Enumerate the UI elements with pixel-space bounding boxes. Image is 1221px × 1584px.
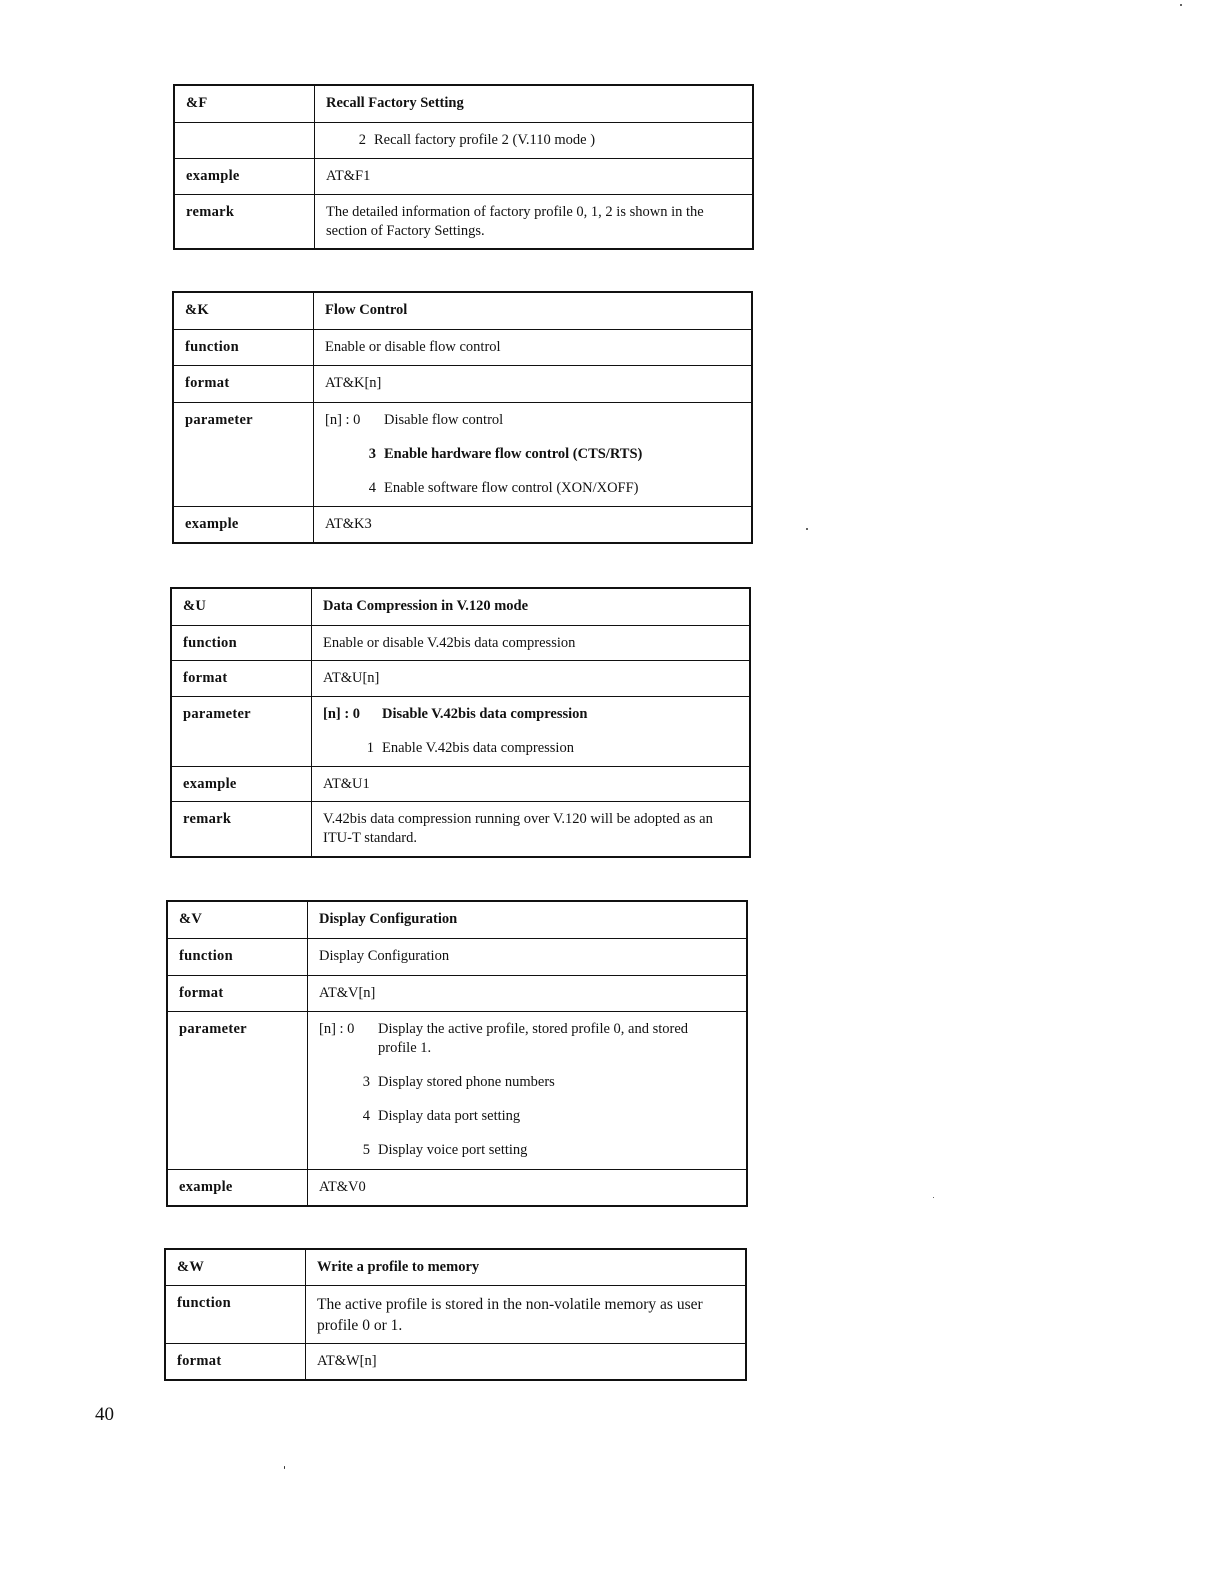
- command-name: &F: [174, 85, 315, 122]
- table-row: [167, 938, 747, 975]
- table-row: [171, 588, 750, 625]
- row-label: format: [167, 975, 308, 1011]
- option-description: Enable V.42bis data compression: [382, 739, 574, 756]
- table-row: [167, 1011, 747, 1169]
- parameter-option: [319, 1073, 736, 1092]
- option-description: Display data port setting: [378, 1107, 521, 1124]
- command-title: Display Configuration: [308, 901, 748, 938]
- example-value: AT&K3: [314, 506, 753, 543]
- option-description: Display voice port setting: [378, 1141, 528, 1158]
- table-row: [171, 660, 750, 696]
- command-title: Data Compression in V.120 mode: [312, 588, 751, 625]
- option-number: 1: [366, 739, 374, 756]
- option-description: Disable V.42bis data compression: [382, 705, 588, 722]
- command-name: &K: [173, 292, 314, 329]
- table-row: [173, 402, 752, 506]
- option-number: 4: [368, 479, 376, 496]
- parameter-option: [325, 445, 741, 464]
- command-table-v: [166, 900, 748, 1207]
- remark-text: V.42bis data compression running over V.120 will be adopted as an ITU-T standard.: [312, 801, 751, 857]
- row-label: remark: [171, 801, 312, 857]
- table-row: [171, 696, 750, 766]
- table-row: [174, 194, 753, 249]
- table-row: [173, 292, 752, 329]
- scan-speck: [1180, 4, 1182, 6]
- command-table-w: [164, 1248, 747, 1381]
- function-value: Enable or disable flow control: [314, 329, 753, 365]
- remark-text: The detailed information of factory profile 0, 1, 2 is shown in the section of Factory Settings.: [315, 194, 754, 249]
- command-table-f: [173, 84, 754, 250]
- table-row: [174, 85, 753, 122]
- option-description: Enable software flow control (XON/XOFF): [384, 479, 639, 496]
- parameter-option: [326, 131, 742, 150]
- format-value: AT&V[n]: [308, 975, 748, 1011]
- table-row: [165, 1343, 746, 1380]
- table-row: [173, 506, 752, 543]
- row-label: example: [173, 506, 314, 543]
- option-number: 3: [362, 1073, 370, 1090]
- table-row: [171, 766, 750, 801]
- row-label: function: [165, 1285, 306, 1343]
- parameter-option: [319, 1141, 736, 1160]
- scan-speck: [806, 528, 808, 530]
- parameter-option: [325, 411, 741, 430]
- example-value: AT&V0: [308, 1169, 748, 1206]
- row-label: example: [171, 766, 312, 801]
- option-description: Display stored phone numbers: [378, 1073, 555, 1090]
- command-table-u: [170, 587, 751, 858]
- format-value: AT&W[n]: [306, 1343, 747, 1380]
- option-description: Disable flow control: [384, 411, 504, 428]
- row-label: remark: [174, 194, 315, 249]
- parameter-option: [319, 1020, 736, 1058]
- option-number: [n] : 0: [319, 1020, 355, 1037]
- option-number: 5: [362, 1141, 370, 1158]
- scan-speck: [284, 1466, 285, 1469]
- scan-speck: [933, 1197, 934, 1198]
- function-value: Display Configuration: [308, 938, 748, 975]
- command-title: Recall Factory Setting: [315, 85, 754, 122]
- table-row: [165, 1249, 746, 1285]
- command-title: Flow Control: [314, 292, 753, 329]
- option-description: Display the active profile, stored profile 0, and stored profile 1.: [378, 1020, 689, 1056]
- row-label: parameter: [173, 402, 314, 506]
- row-label: format: [173, 365, 314, 402]
- command-title: Write a profile to memory: [306, 1249, 747, 1285]
- option-description: Recall factory profile 2 (V.110 mode ): [374, 131, 596, 148]
- row-label: example: [174, 158, 315, 194]
- option-number: 2: [358, 131, 366, 148]
- table-row: [167, 1169, 747, 1206]
- function-value: The active profile is stored in the non-volatile memory as user profile 0 or 1.: [306, 1285, 747, 1343]
- command-name: &W: [165, 1249, 306, 1285]
- option-number: [n] : 0: [323, 705, 361, 722]
- table-row: [167, 901, 747, 938]
- command-name: &U: [171, 588, 312, 625]
- parameter-option: [325, 479, 741, 498]
- table-row: [174, 158, 753, 194]
- parameter-option: [323, 705, 739, 724]
- table-row: [173, 365, 752, 402]
- parameter-option: [323, 739, 739, 758]
- row-label: [174, 122, 315, 158]
- parameter-option: [319, 1107, 736, 1126]
- example-value: AT&U1: [312, 766, 751, 801]
- example-value: AT&F1: [315, 158, 754, 194]
- table-row: [173, 329, 752, 365]
- row-label: function: [171, 625, 312, 660]
- command-table-k: [172, 291, 753, 544]
- table-row: [165, 1285, 746, 1343]
- table-row: [171, 801, 750, 857]
- function-value: Enable or disable V.42bis data compression: [312, 625, 751, 660]
- command-name: &V: [167, 901, 308, 938]
- option-number: 3: [368, 445, 376, 462]
- option-number: 4: [362, 1107, 370, 1124]
- table-row: [174, 122, 753, 158]
- row-label: format: [165, 1343, 306, 1380]
- option-number: [n] : 0: [325, 411, 361, 428]
- table-row: [171, 625, 750, 660]
- option-description: Enable hardware flow control (CTS/RTS): [384, 445, 643, 462]
- table-row: [167, 975, 747, 1011]
- page-number: 40: [95, 1404, 114, 1425]
- row-label: format: [171, 660, 312, 696]
- row-label: function: [167, 938, 308, 975]
- row-label: example: [167, 1169, 308, 1206]
- format-value: AT&K[n]: [314, 365, 753, 402]
- format-value: AT&U[n]: [312, 660, 751, 696]
- row-label: function: [173, 329, 314, 365]
- row-label: parameter: [167, 1011, 308, 1169]
- row-label: parameter: [171, 696, 312, 766]
